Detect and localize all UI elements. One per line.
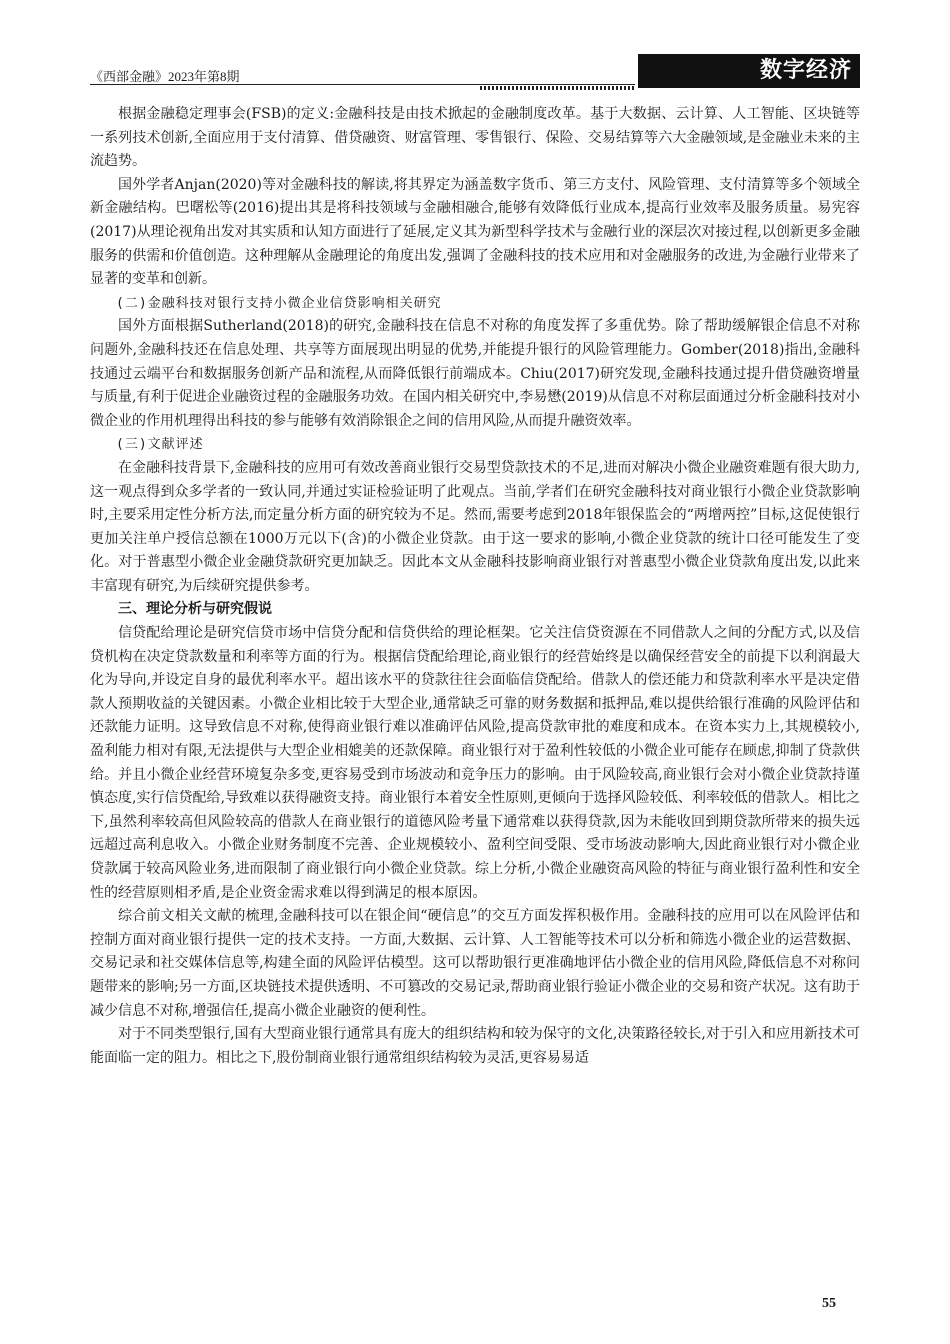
section-label: 数字经济 [638,54,860,88]
paragraph-credit-rationing: 信贷配给理论是研究信贷市场中信贷分配和信贷供给的理论框架。它关注信贷资源在不同借款人之间的分配方式,以及信贷机构在决定贷款数量和利率等方面的行为。根据信贷配给理论,商业银行的经营始终是以确保经营安全的前提下以利润最大化为导向,并设定自身的最优利率水平。超出该水平的贷款往往会面临信贷配给。借款人的偿还能力和贷款利率水平是决定借款人预期收益的关键因素。小微企业相比较于大型企业,通常缺乏可靠的财务数据和抵押品,难以提供给银行准确的风险评估和还款能力证明。这导致信息不对称,使得商业银行难以准确评估风险,提高贷款审批的难度和成本。在资本实力上,其规模较小,盈利能力相对有限,无法提供与大型企业相媲美的还款保障。商业银行对于盈利性较低的小微企业可能存在顾虑,抑制了贷款供给。并且小微企业经营环境复杂多变,更容易受到市场波动和竞争压力的影响。由于风险较高,商业银行会对小微企业贷款持谨慎态度,实行信贷配给,导致难以获得融资支持。商业银行本着安全性原则,更倾向于选择风险较低、利率较低的借款人。相比之下,虽然利率较高但风险较高的借款人在商业银行的道德风险考量下通常难以获得贷款,因为未能收回到期贷款所带来的损失远远超过高利息收入。小微企业财务制度不完善、企业规模较小、盈利空间受限、受市场波动影响大,因此商业银行对小微企业贷款属于较高风险业务,进而限制了商业银行向小微企业贷款。综上分析,小微企业融资高风险的特征与商业银行盈利性和安全性的经营原则相矛盾,是企业资金需求难以得到满足的根本原因。 [90,625,860,901]
article-body [90,103,860,1070]
paragraph-related-research: 国外方面根据Sutherland(2018)的研究,金融科技在信息不对称的角度发挥了多重优势。除了帮助缓解银企信息不对称问题外,金融科技还在信息处理、共享等方面展现出明显的优势,并能提升银行的风险管理能力。Gomber(2018)指出,金融科技通过云端平台和数据服务创新产品和流程,从而降低银行前端成本。Chiu(2017)研究发现,金融科技通过提升借贷融资增量与质量,有利于促进企业融资过程的金融服务功效。在国内相关研究中,李易懋(2019)从信息不对称层面通过分析金融科技对小微企业的作用机理得出科技的参与能够有效消除银企之间的信用风险,从而提升融资效率。 [90,318,860,429]
paragraph-literature-review: 在金融科技背景下,金融科技的应用可有效改善商业银行交易型贷款技术的不足,进而对解决小微企业融资难题有很大助力,这一观点得到众多学者的一致认同,并通过实证检验证明了此观点。当前,学者们在研究金融科技对商业银行小微企业贷款影响时,主要采用定性分析方法,而定量分析方面的研究较为不足。然而,需要考虑到2018年银保监会的“两增两控”目标,这促使银行更加关注单户授信总额在1000万元以下(含)的小微企业贷款。由于这一要求的影响,小微企业贷款的统计口径可能发生了变化。对于普惠型小微企业金融贷款研究更加缺乏。因此本文从金融科技影响商业银行对普惠型小微企业贷款角度出发,以此来丰富现有研究,为后续研究提供参考。 [90,459,860,594]
header-dotted-rule [480,86,635,90]
paragraph-foreign-scholars: 国外学者Anjan(2020)等对金融科技的解读,将其界定为涵盖数字货币、第三方支付、风险管理、支付清算等多个领域全新金融结构。巴曙松等(2016)提出其是将科技领域与金融相融合,能够有效降低行业成本,提高行业效率及服务质量。易宪容(2017)从理论视角出发对其实质和认知方面进行了延展,定义其为新型科学技术与金融行业的深层次对接过程,以创新更多金融服务的供需和价值创造。这种理解从金融理论的角度出发,强调了金融科技的技术应用和对金融服务的改进,为金融行业带来了显著的变革和创新。 [90,176,860,288]
subsection-heading-2: (二)金融科技对银行支持小微企业信贷影响相关研究 [116,295,442,311]
header-rule [90,84,635,85]
journal-title: 《西部金融》2023年第8期 [90,69,240,84]
paragraph-bank-types: 对于不同类型银行,国有大型商业银行通常具有庞大的组织结构和较为保守的文化,决策路径较长,对于引入和应用新技术可能面临一定的阻力。相比之下,股份制商业银行通常组织结构较为灵活,更容易易适 [90,1026,860,1066]
page-header [90,60,860,90]
subsection-heading-3: (三)文献评述 [116,437,204,453]
page-number: 55 [822,1296,836,1311]
paragraph-fsb-definition: 根据金融稳定理事会(FSB)的定义:金融科技是由技术掀起的金融制度改革。基于大数据、云计算、人工智能、区块链等一系列技术创新,全面应用于支付清算、借贷融资、财富管理、零售银行、保险、交易结算等六大金融领域,是金融业未来的主流趋势。 [90,106,860,170]
paragraph-hard-information: 综合前文相关文献的梳理,金融科技可以在银企间“硬信息”的交互方面发挥积极作用。金融科技的应用可以在风险评估和控制方面对商业银行提供一定的技术支持。一方面,大数据、云计算、人工智能等技术可以分析和筛选小微企业的运营数据、交易记录和社交媒体信息等,构建全面的风险评估模型。这可以帮助银行更准确地评估小微企业的信用风险,降低信息不对称问题带来的影响;另一方面,区块链技术提供透明、不可篡改的交易记录,帮助商业银行验证小微企业的交易和资产状况。这有助于减少信息不对称,增强信任,提高小微企业融资的便利性。 [90,908,860,1019]
section-heading-3: 三、理论分析与研究假说 [118,601,272,618]
